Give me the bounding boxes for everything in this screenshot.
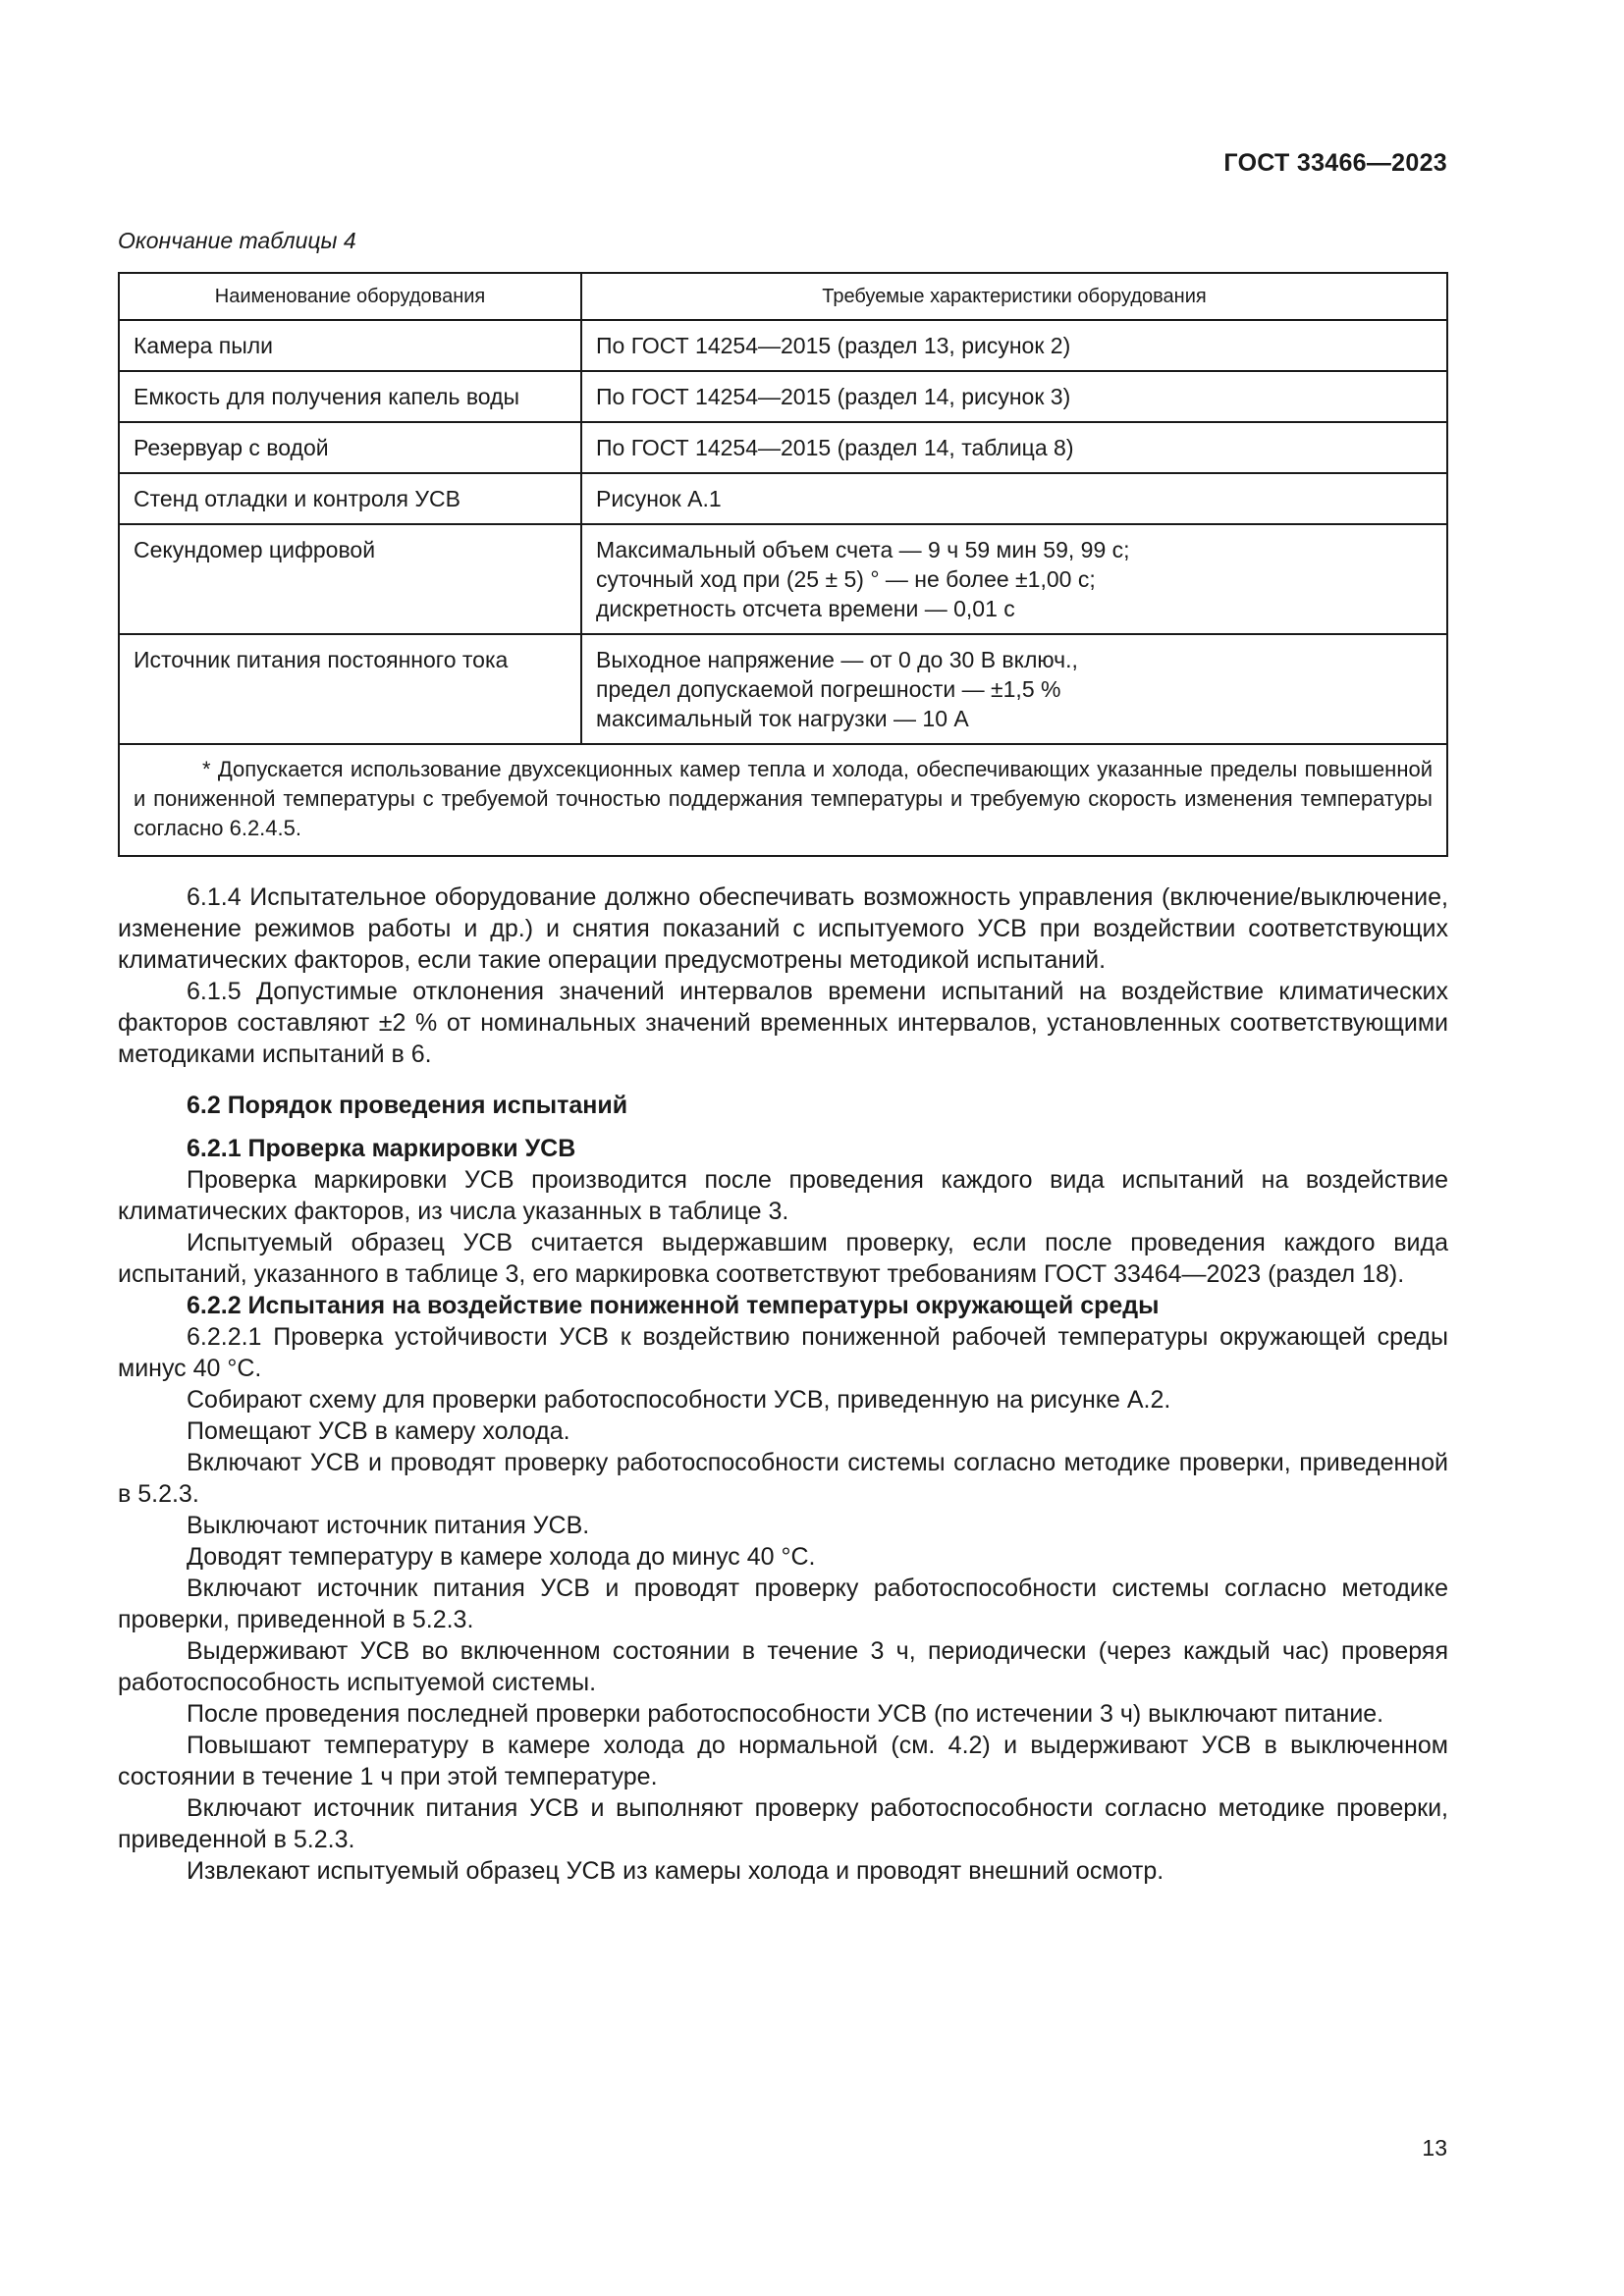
- paragraph-6-1-5: 6.1.5 Допустимые отклонения значений интервалов времени испытаний на воздействие климатических факторов составляют ±2 % от номинальных значений временных интервалов, установленных соответствующими методиками испытаний в 6.: [118, 978, 1448, 1068]
- section-heading-6-2: 6.2 Порядок проведения испытаний: [187, 1092, 628, 1119]
- section-heading-6-2-1: 6.2.1 Проверка маркировки УСВ: [187, 1135, 576, 1162]
- paragraph: Повышают температуру в камере холода до нормальной (см. 4.2) и выдерживают УСВ в выключенном состоянии в течение 1 ч при этой температуре.: [118, 1732, 1448, 1790]
- spec-line: дискретность отсчета времени — 0,01 с: [596, 596, 1015, 621]
- equipment-name: Секундомер цифровой: [119, 524, 581, 634]
- table-footnote-row: [119, 744, 1447, 856]
- table-row: [119, 473, 1447, 524]
- table-row: [119, 524, 1447, 634]
- spec-line: максимальный ток нагрузки — 10 А: [596, 706, 969, 731]
- equipment-spec: [581, 320, 1447, 371]
- paragraph: Извлекают испытуемый образец УСВ из камеры холода и проводят внешний осмотр.: [187, 1857, 1164, 1885]
- equipment-spec: [581, 473, 1447, 524]
- equipment-name: Источник питания постоянного тока: [119, 634, 581, 744]
- paragraph: Включают источник питания УСВ и выполняют проверку работоспособности согласно методике проверки, приведенной в 5.2.3.: [118, 1794, 1448, 1853]
- spec-line: По ГОСТ 14254—2015 (раздел 14, рисунок 3): [596, 384, 1071, 409]
- column-header-spec: Требуемые характеристики оборудования: [581, 273, 1447, 320]
- document-code: ГОСТ 33466—2023: [1223, 149, 1447, 177]
- table-row: [119, 634, 1447, 744]
- paragraph: Выключают источник питания УСВ.: [187, 1512, 590, 1539]
- paragraph-6-2-2-1: 6.2.2.1 Проверка устойчивости УСВ к воздействию пониженной рабочей температуры окружающей среды минус 40 °С.: [118, 1323, 1448, 1382]
- spec-line: Рисунок А.1: [596, 486, 722, 511]
- paragraph: После проведения последней проверки работоспособности УСВ (по истечении 3 ч) выключают питание.: [187, 1700, 1384, 1728]
- table-row: [119, 320, 1447, 371]
- column-header-name: Наименование оборудования: [119, 273, 581, 320]
- section-heading-6-2-2: 6.2.2 Испытания на воздействие пониженной температуры окружающей среды: [187, 1292, 1160, 1319]
- footnote-text: * Допускается использование двухсекционных камер тепла и холода, обеспечивающих указанные пределы повышенной и пониженной температуры с требуемой точностью поддержания температуры и требуемую скорость изменения температуры согласно 6.2.4.5.: [134, 757, 1433, 840]
- table-row: [119, 422, 1447, 473]
- paragraph-6-1-4: 6.1.4 Испытательное оборудование должно обеспечивать возможность управления (включение/выключение, изменение режимов работы и др.) и снятия показаний с испытуемого УСВ при воздействии соответствующих климатических факторов, если такие операции предусмотрены методикой испытаний.: [118, 883, 1448, 974]
- paragraph: Доводят температуру в камере холода до минус 40 °С.: [187, 1543, 816, 1571]
- equipment-spec: [581, 371, 1447, 422]
- body-text: [118, 881, 1448, 1887]
- equipment-table: [118, 272, 1448, 857]
- equipment-spec: [581, 634, 1447, 744]
- equipment-name: Резервуар с водой: [119, 422, 581, 473]
- paragraph: Помещают УСВ в камеру холода.: [187, 1417, 570, 1445]
- table-footnote: [119, 744, 1447, 856]
- spec-line: суточный ход при (25 ± 5) ° — не более ±1,00 с;: [596, 566, 1096, 592]
- equipment-name: Стенд отладки и контроля УСВ: [119, 473, 581, 524]
- table-header-row: [119, 273, 1447, 320]
- paragraph: Проверка маркировки УСВ производится после проведения каждого вида испытаний на воздействие климатических факторов, из числа указанных в таблице 3.: [118, 1166, 1448, 1225]
- equipment-spec: [581, 524, 1447, 634]
- equipment-spec: [581, 422, 1447, 473]
- spec-line: предел допускаемой погрешности — ±1,5 %: [596, 676, 1061, 702]
- paragraph: Выдерживают УСВ во включенном состоянии в течение 3 ч, периодически (через каждый час) проверяя работоспособность испытуемой системы.: [118, 1637, 1448, 1696]
- table-caption: Окончание таблицы 4: [118, 228, 356, 253]
- table-row: [119, 371, 1447, 422]
- spec-line: По ГОСТ 14254—2015 (раздел 13, рисунок 2): [596, 333, 1071, 358]
- paragraph: Собирают схему для проверки работоспособности УСВ, приведенную на рисунке А.2.: [187, 1386, 1171, 1414]
- page-number: 13: [1422, 2135, 1447, 2161]
- spec-line: Выходное напряжение — от 0 до 30 В включ.,: [596, 647, 1078, 672]
- spec-line: По ГОСТ 14254—2015 (раздел 14, таблица 8): [596, 435, 1074, 460]
- spec-line: Максимальный объем счета — 9 ч 59 мин 59, 99 с;: [596, 537, 1130, 562]
- paragraph: Включают УСВ и проводят проверку работоспособности системы согласно методике проверки, приведенной в 5.2.3.: [118, 1449, 1448, 1508]
- paragraph: Включают источник питания УСВ и проводят проверку работоспособности системы согласно методике проверки, приведенной в 5.2.3.: [118, 1575, 1448, 1633]
- equipment-name: Емкость для получения капель воды: [119, 371, 581, 422]
- paragraph: Испытуемый образец УСВ считается выдержавшим проверку, если после проведения каждого вида испытаний, указанного в таблице 3, его маркировка соответствуют требованиям ГОСТ 33464—2023 (раздел 18).: [118, 1229, 1448, 1288]
- equipment-name: Камера пыли: [119, 320, 581, 371]
